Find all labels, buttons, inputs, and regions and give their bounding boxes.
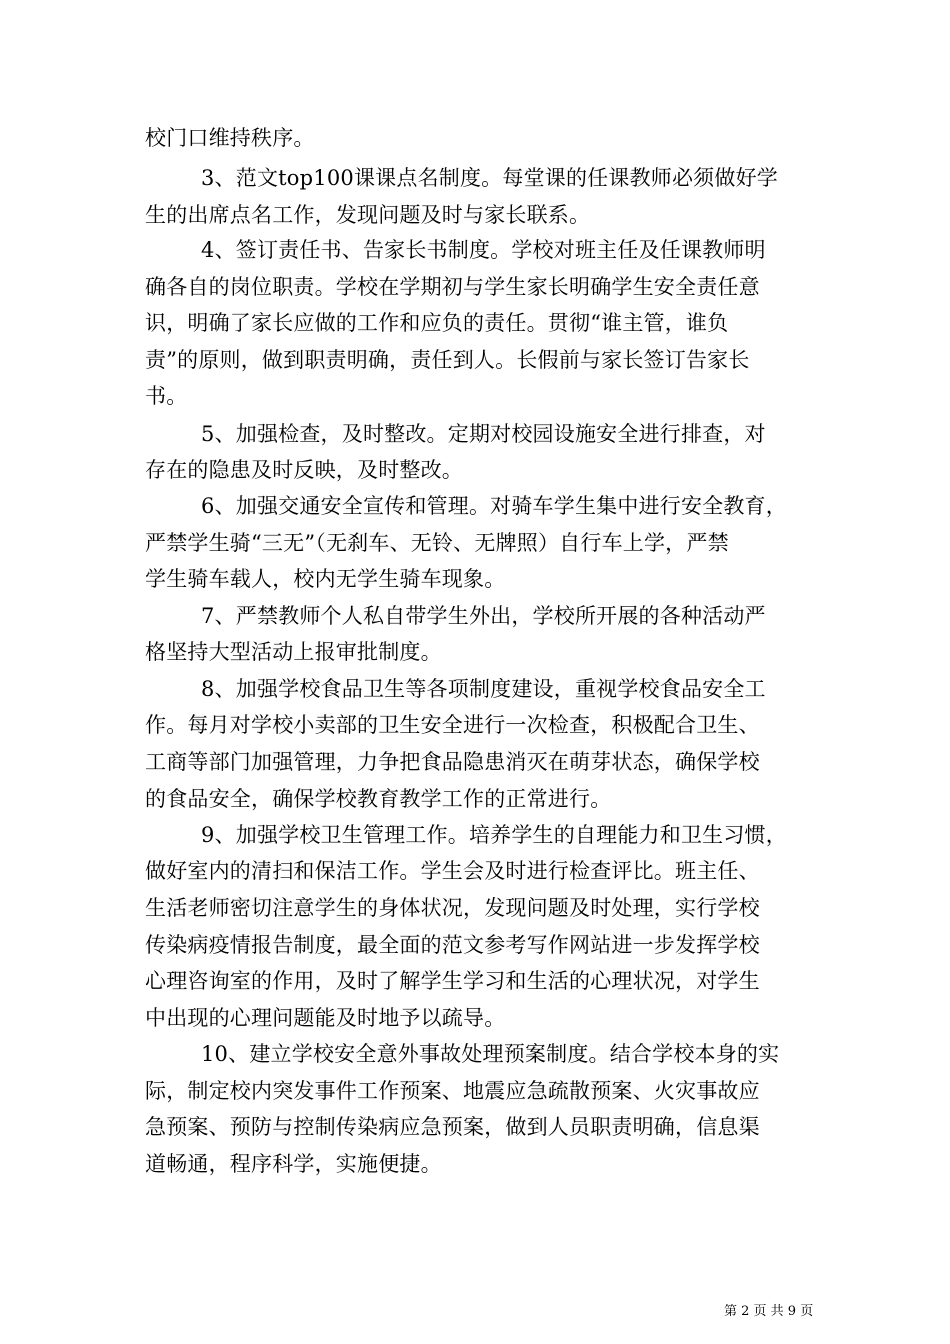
page-number: 第 2 页 共 9 页 [724, 1304, 814, 1319]
text-line: 书。 [145, 384, 188, 408]
text-line: 识，明确了家长应做的工作和应负的责任。贯彻“谁主管，谁负 [145, 311, 729, 335]
text-line: 3、范文top100课课点名制度。每堂课的任课教师必须做好学 [201, 166, 778, 190]
text-line: 7、严禁教师个人私自带学生外出，学校所开展的各种活动严 [201, 604, 766, 628]
text-line: 10、建立学校安全意外事故处理预案制度。结合学校本身的实 [201, 1042, 780, 1066]
text-line: 责”的原则，做到职责明确，责任到人。长假前与家长签订告家长 [145, 348, 750, 372]
text-line: 生的出席点名工作，发现问题及时与家长联系。 [145, 203, 591, 227]
text-line: 存在的隐患及时反映，及时整改。 [145, 458, 463, 482]
text-line: 传染病疫情报告制度，最全面的范文参考写作网站进一步发挥学校 [145, 933, 760, 957]
text-line: 4、签订责任书、告家长书制度。学校对班主任及任课教师明 [201, 238, 766, 262]
text-line: 急预案、预防与控制传染病应急预案，做到人员职责明确，信息渠 [145, 1115, 760, 1139]
text-line: 的食品安全，确保学校教育教学工作的正常进行。 [145, 787, 612, 811]
text-line: 生活老师密切注意学生的身体状况，发现问题及时处理，实行学校 [145, 896, 760, 920]
text-line: 8、加强学校食品卫生等各项制度建设，重视学校食品安全工 [201, 677, 766, 701]
text-line: 严禁学生骑“三无”（无刹车、无铃、无牌照）自行车上学，严禁 [145, 531, 729, 555]
text-line: 学生骑车载人，校内无学生骑车现象。 [145, 567, 506, 591]
text-line: 道畅通，程序科学，实施便捷。 [145, 1152, 442, 1176]
text-line: 作。每月对学校小卖部的卫生安全进行一次检查，积极配合卫生、 [145, 713, 760, 737]
text-line: 格坚持大型活动上报审批制度。 [145, 640, 442, 664]
text-line: 校门口维持秩序。 [145, 126, 315, 150]
text-line: 9、加强学校卫生管理工作。培养学生的自理能力和卫生习惯， [201, 823, 787, 847]
text-line: 心理咨询室的作用，及时了解学生学习和生活的心理状况，对学生 [145, 969, 760, 993]
text-line: 5、加强检查，及时整改。定期对校园设施安全进行排查，对 [201, 422, 766, 446]
text-line: 确各自的岗位职责。学校在学期初与学生家长明确学生安全责任意 [145, 275, 760, 299]
text-line: 做好室内的清扫和保洁工作。学生会及时进行检查评比。班主任、 [145, 859, 760, 883]
text-line: 工商等部门加强管理，力争把食品隐患消灭在萌芽状态，确保学校 [145, 750, 760, 774]
text-line: 中出现的心理问题能及时地予以疏导。 [145, 1006, 506, 1030]
text-line: 际，制定校内突发事件工作预案、地震应急疏散预案、火灾事故应 [145, 1079, 760, 1103]
text-line: 6、加强交通安全宣传和管理。对骑车学生集中进行安全教育， [201, 494, 787, 518]
